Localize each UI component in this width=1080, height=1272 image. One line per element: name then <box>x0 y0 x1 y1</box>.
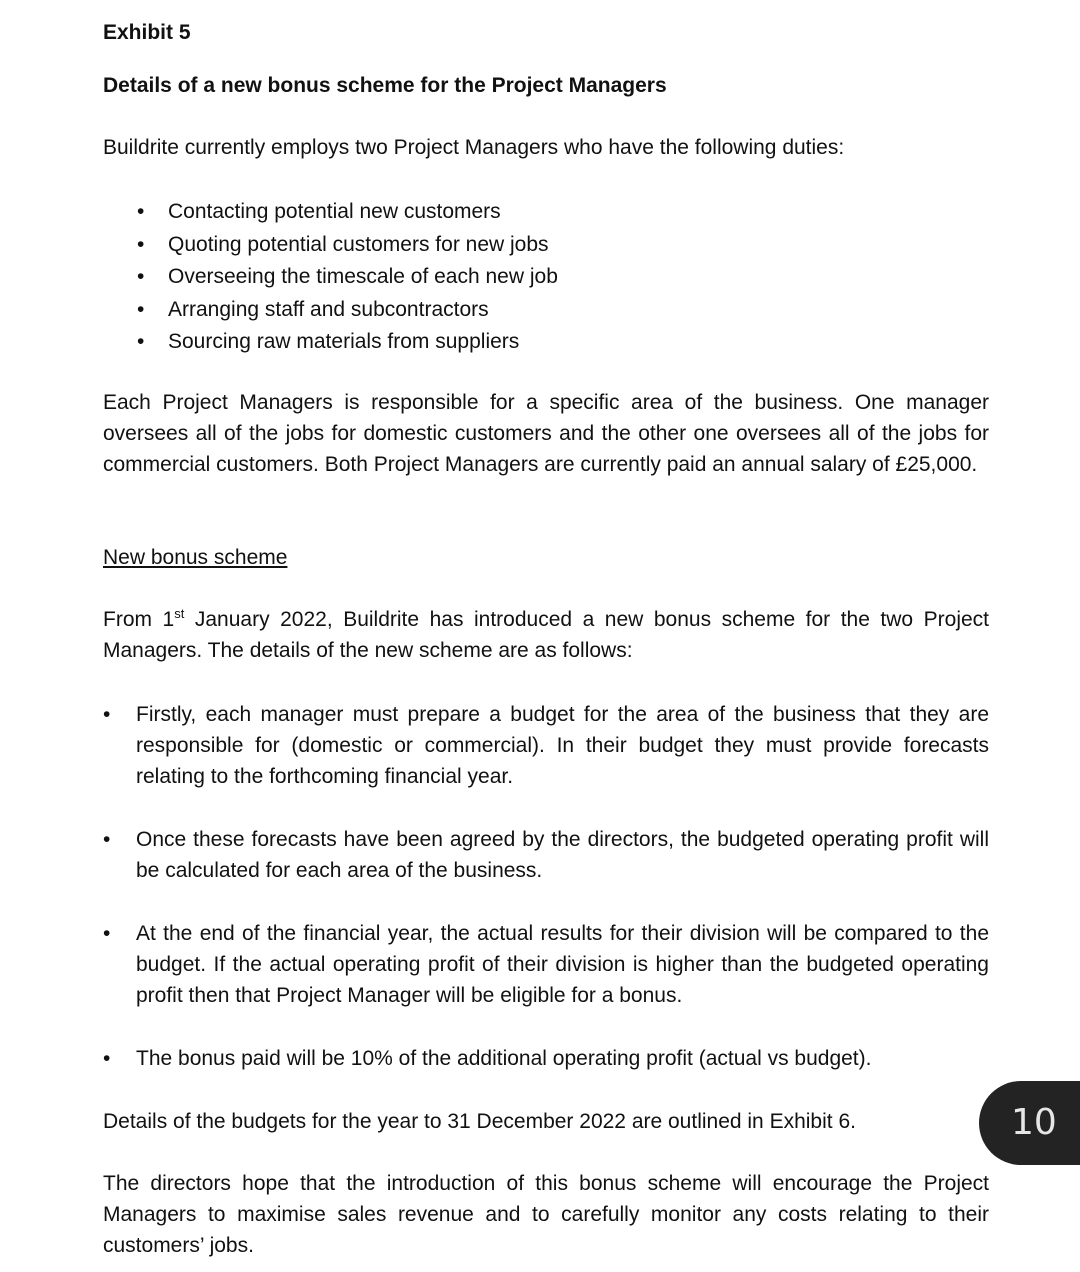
duty-item <box>103 229 558 262</box>
scheme-intro-suffix: January 2022, Buildrite has introduced a new bonus scheme for the two Project Managers. The details of the new scheme are as follows: <box>103 608 990 662</box>
duty-text: Arranging staff and subcontractors <box>168 297 489 321</box>
bullet-icon: • <box>137 200 145 223</box>
scheme-point-text: Once these forecasts have been agreed by the directors, the budgeted operating profit will be calculated for each area of the business. <box>136 828 989 882</box>
duties-list <box>103 196 558 359</box>
duty-item <box>103 196 558 229</box>
duty-text: Quoting potential customers for new jobs <box>168 232 549 256</box>
section-title: Details of a new bonus scheme for the Project Managers <box>103 74 667 97</box>
intro-paragraph: Buildrite currently employs two Project Managers who have the following duties: <box>103 136 845 159</box>
bullet-icon: • <box>103 828 111 851</box>
closing-paragraph: The directors hope that the introduction of this bonus scheme will encourage the Project Managers to maximise sales revenue and to carefully monitor any costs relating to their customers’ jobs. <box>103 1172 989 1257</box>
scheme-point-text: The bonus paid will be 10% of the additional operating profit (actual vs budget). <box>136 1047 872 1070</box>
duty-text: Sourcing raw materials from suppliers <box>168 330 520 353</box>
bullet-icon: • <box>103 1047 111 1070</box>
new-bonus-scheme-subheading: New bonus scheme <box>103 546 288 569</box>
bullet-icon: • <box>137 330 145 353</box>
scheme-point <box>103 699 989 792</box>
page-number-badge: 10 <box>979 1081 1080 1165</box>
scheme-list <box>103 918 989 1011</box>
duty-item <box>103 326 558 359</box>
bullet-icon: • <box>103 922 111 945</box>
bullet-icon: • <box>137 265 145 288</box>
scheme-list <box>103 699 989 792</box>
scheme-list <box>103 824 989 886</box>
scheme-point-text: Firstly, each manager must prepare a budget for the area of the business that they are responsible for (domestic or commercial). In their budget they must provide forecasts relating to the forthcoming financial year. <box>136 703 989 788</box>
scheme-intro-paragraph <box>103 604 989 666</box>
responsibility-paragraph: Each Project Managers is responsible for a specific area of the business. One manager oversees all of the jobs for domestic customers and the other one oversees all of the jobs for commercial customers. Both Project Managers are currently paid an annual salary of £25,000. <box>103 391 989 476</box>
scheme-point <box>103 918 989 1011</box>
details-paragraph: Details of the budgets for the year to 31 December 2022 are outlined in Exhibit 6. <box>103 1110 856 1133</box>
scheme-intro-prefix: From 1 <box>103 608 175 631</box>
scheme-point <box>103 824 989 886</box>
bullet-icon: • <box>137 232 145 256</box>
bullet-icon: • <box>103 703 111 726</box>
bullet-icon: • <box>137 297 145 321</box>
duty-item <box>103 261 558 294</box>
scheme-point-text: At the end of the financial year, the actual results for their division will be compared to the budget. If the actual operating profit of their division is higher than the budgeted operating profit then that Project Manager will be eligible for a bonus. <box>136 922 989 1007</box>
exhibit-title: Exhibit 5 <box>103 21 191 44</box>
scheme-point <box>103 1043 989 1074</box>
ordinal-suffix: st <box>174 606 185 621</box>
duty-item <box>103 294 558 327</box>
scheme-list <box>103 1043 989 1074</box>
duty-text: Contacting potential new customers <box>168 200 501 223</box>
duty-text: Overseeing the timescale of each new job <box>168 265 558 288</box>
